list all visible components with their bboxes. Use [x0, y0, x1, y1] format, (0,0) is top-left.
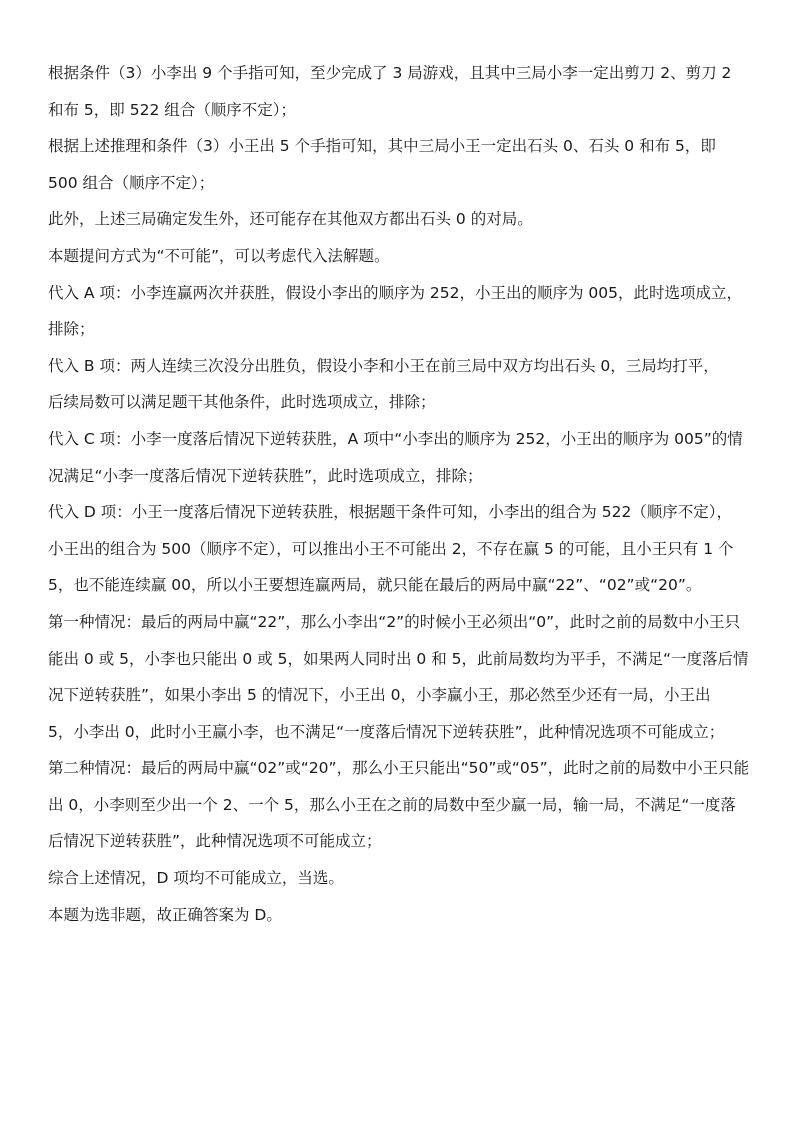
text-line: 和布 5，即 522 组合（顺序不定）； [48, 100, 296, 119]
text-line: 排除； [48, 320, 95, 339]
text-line: 代入 A 项：小李连赢两次并获胜，假设小李出的顺序为 252，小王出的顺序为 005，此时选项成立， [48, 283, 742, 302]
text-line: 代入 D 项：小王一度落后情况下逆转获胜，根据题干条件可知，小李出的组合为 522（顺序不定）， [48, 503, 733, 522]
text-line: 况满足“小李一度落后情况下逆转获胜”，此时选项成立，排除； [48, 466, 483, 485]
text-line: 能出 0 或 5，小李也只能出 0 或 5，如果两人同时出 0 和 5，此前局数均为平手，不满足“一度落后情 [48, 649, 749, 668]
text-line: 代入 B 项：两人连续三次没分出胜负，假设小李和小王在前三局中双方均出石头 0，三局均打平， [48, 356, 719, 375]
text-line: 后情况下逆转获胜”，此种情况选项不可能成立； [48, 832, 382, 851]
text-line: 综合上述情况，D 项均不可能成立，当选。 [48, 869, 344, 888]
text-line: 小王出的组合为 500（顺序不定），可以推出小王不可能出 2，不存在赢 5 的可能，且小王只有 1 个 [48, 539, 734, 558]
text-line: 根据上述推理和条件（3）小王出 5 个手指可知，其中三局小王一定出石头 0、石头 0 和布 5，即 [48, 137, 716, 156]
text-line: 第一种情况：最后的两局中赢“22”，那么小李出“2”的时候小王必须出“0”，此时之前的局数中小王只 [48, 612, 741, 631]
text-line: 后续局数可以满足题干其他条件，此时选项成立，排除； [48, 393, 436, 412]
text-line: 本题提问方式为“不可能”，可以考虑代入法解题。 [48, 246, 390, 265]
text-line: 500 组合（顺序不定）； [48, 173, 215, 192]
text-line: 出 0，小李则至少出一个 2、一个 5，那么小王在之前的局数中至少赢一局，输一局，不满足“一度落 [48, 795, 736, 814]
text-line: 第二种情况：最后的两局中赢“02”或“20”，那么小王只能出“50”或“05”，此时之前的局数中小王只能 [48, 759, 750, 778]
text-line: 5，也不能连续赢 00，所以小王要想连赢两局，就只能在最后的两局中赢“22”、“02”或“20”。 [48, 576, 702, 595]
text-line: 代入 C 项：小李一度落后情况下逆转获胜，A 项中“小李出的顺序为 252，小王出的顺序为 005”的情 [48, 429, 743, 448]
text-line: 5，小李出 0，此时小王赢小李，也不满足“一度落后情况下逆转获胜”，此种情况选项不可能成立； [48, 722, 725, 741]
text-line: 此外，上述三局确定发生外，还可能存在其他双方都出石头 0 的对局。 [48, 210, 533, 229]
text-line: 根据条件（3）小李出 9 个手指可知，至少完成了 3 局游戏，且其中三局小李一定出剪刀 2、剪刀 2 [48, 64, 732, 82]
text-line: 本题为选非题，故正确答案为 D。 [48, 905, 282, 924]
document-body [48, 55, 754, 933]
text-line: 况下逆转获胜”，如果小李出 5 的情况下，小王出 0，小李赢小王，那必然至少还有一局，小王出 [48, 686, 711, 705]
